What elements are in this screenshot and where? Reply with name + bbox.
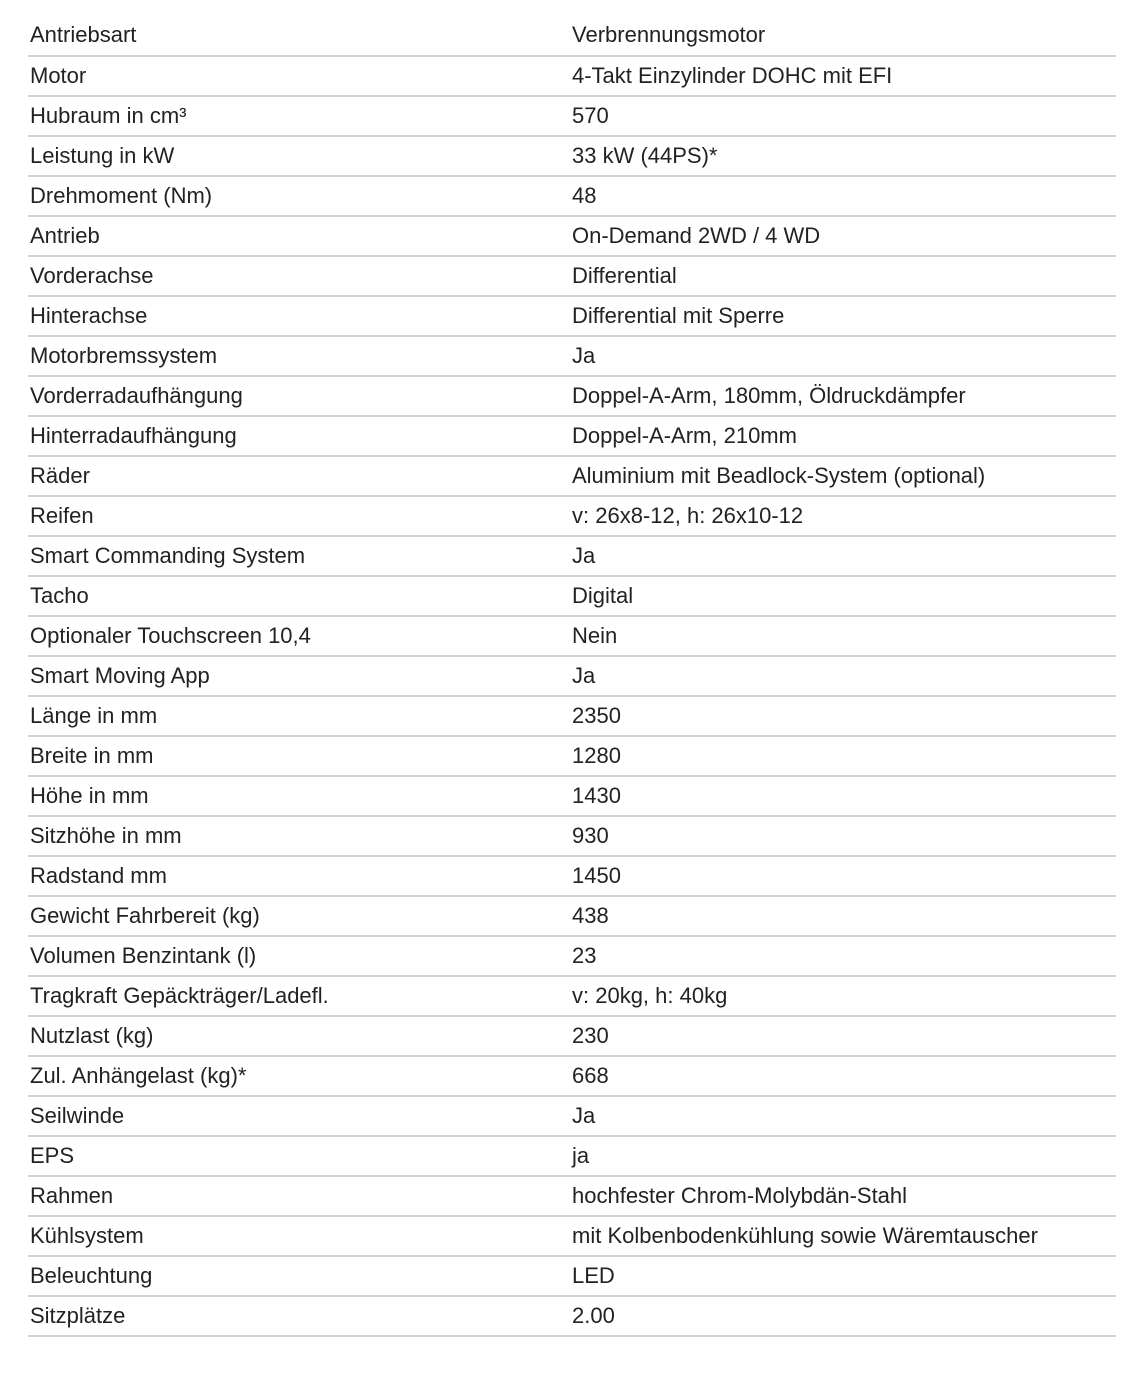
- spec-row: [28, 377, 1116, 417]
- spec-value: v: 20kg, h: 40kg: [572, 983, 728, 1008]
- spec-label: Vorderachse: [30, 263, 154, 288]
- spec-label: Rahmen: [30, 1183, 114, 1208]
- spec-label: Antrieb: [30, 223, 100, 248]
- spec-value: LED: [572, 1263, 615, 1288]
- spec-value: v: 26x8-12, h: 26x10-12: [572, 503, 804, 528]
- spec-row: [28, 257, 1116, 297]
- spec-row: [28, 217, 1116, 257]
- spec-row: [28, 537, 1116, 577]
- spec-label: Kühlsystem: [30, 1223, 144, 1248]
- spec-label: Beleuchtung: [30, 1263, 153, 1288]
- spec-label: Smart Commanding System: [30, 543, 306, 568]
- spec-label: Gewicht Fahrbereit (kg): [30, 903, 260, 928]
- spec-value: mit Kolbenbodenkühlung sowie Wäremtauscher: [572, 1223, 1038, 1248]
- spec-value: 48: [572, 183, 597, 208]
- spec-row: [28, 777, 1116, 817]
- spec-label: Motor: [30, 63, 87, 88]
- spec-label: Reifen: [30, 503, 94, 528]
- spec-label: Nutzlast (kg): [30, 1023, 154, 1048]
- spec-value: 1430: [572, 783, 621, 808]
- spec-value: Doppel-A-Arm, 210mm: [572, 423, 797, 448]
- spec-row: [28, 1257, 1116, 1297]
- spec-value: Differential: [572, 263, 677, 288]
- spec-row: [28, 337, 1116, 377]
- spec-label: Radstand mm: [30, 863, 167, 888]
- spec-value: 668: [572, 1063, 609, 1088]
- spec-value: 930: [572, 823, 609, 848]
- spec-label: Räder: [30, 463, 90, 488]
- spec-value: Ja: [572, 343, 596, 368]
- spec-label: Vorderradaufhängung: [30, 383, 243, 408]
- spec-value: 4-Takt Einzylinder DOHC mit EFI: [572, 63, 893, 88]
- spec-row: [28, 1177, 1116, 1217]
- spec-value: 438: [572, 903, 609, 928]
- spec-value: 1450: [572, 863, 621, 888]
- spec-label: Hinterachse: [30, 303, 148, 328]
- spec-label: Hubraum in cm³: [30, 103, 187, 128]
- spec-value: 23: [572, 943, 597, 968]
- spec-row: [28, 857, 1116, 897]
- spec-row: [28, 897, 1116, 937]
- spec-label: Optionaler Touchscreen 10,4: [30, 623, 311, 648]
- spec-value: 33 kW (44PS)*: [572, 143, 718, 168]
- spec-value: Ja: [572, 1103, 596, 1128]
- spec-row: [28, 977, 1116, 1017]
- spec-label: Höhe in mm: [30, 783, 149, 808]
- spec-row: [28, 137, 1116, 177]
- spec-label: Sitzhöhe in mm: [30, 823, 182, 848]
- spec-row: [28, 16, 1116, 57]
- spec-row: [28, 57, 1116, 97]
- spec-value: Aluminium mit Beadlock-System (optional): [572, 463, 986, 488]
- spec-value: 2.00: [572, 1303, 615, 1328]
- spec-row: [28, 937, 1116, 977]
- spec-row: [28, 1297, 1116, 1337]
- spec-label: Motorbremssystem: [30, 343, 218, 368]
- spec-value: Doppel-A-Arm, 180mm, Öldruckdämpfer: [572, 383, 966, 408]
- spec-row: [28, 817, 1116, 857]
- spec-row: [28, 297, 1116, 337]
- spec-value: Differential mit Sperre: [572, 303, 785, 328]
- spec-label: Sitzplätze: [30, 1303, 126, 1328]
- spec-row: [28, 1017, 1116, 1057]
- spec-value: 1280: [572, 743, 621, 768]
- spec-row: [28, 697, 1116, 737]
- spec-row: [28, 657, 1116, 697]
- spec-row: [28, 497, 1116, 537]
- spec-label: Tragkraft Gepäckträger/Ladefl.: [30, 983, 329, 1008]
- spec-label: Hinterradaufhängung: [30, 423, 237, 448]
- spec-row: [28, 1097, 1116, 1137]
- spec-row: [28, 577, 1116, 617]
- spec-row: [28, 1057, 1116, 1097]
- spec-row: [28, 417, 1116, 457]
- spec-row: [28, 457, 1116, 497]
- spec-row: [28, 737, 1116, 777]
- spec-label: EPS: [30, 1143, 75, 1168]
- spec-value: hochfester Chrom-Molybdän-Stahl: [572, 1183, 908, 1208]
- spec-label: Tacho: [30, 583, 89, 608]
- spec-value: 2350: [572, 703, 621, 728]
- spec-row: [28, 1137, 1116, 1177]
- spec-row: [28, 1217, 1116, 1257]
- spec-label: Antriebsart: [30, 22, 137, 47]
- spec-label: Leistung in kW: [30, 143, 175, 168]
- spec-row: [28, 97, 1116, 137]
- spec-label: Volumen Benzintank (l): [30, 943, 257, 968]
- spec-row: [28, 617, 1116, 657]
- spec-value: Digital: [572, 583, 634, 608]
- spec-label: Smart Moving App: [30, 663, 210, 688]
- spec-value: Nein: [572, 623, 618, 648]
- spec-label: Seilwinde: [30, 1103, 125, 1128]
- spec-label: Drehmoment (Nm): [30, 183, 213, 208]
- spec-value: ja: [572, 1143, 590, 1168]
- spec-label: Zul. Anhängelast (kg)*: [30, 1063, 247, 1088]
- spec-value: Ja: [572, 663, 596, 688]
- spec-value: On-Demand 2WD / 4 WD: [572, 223, 821, 248]
- spec-label: Länge in mm: [30, 703, 158, 728]
- spec-value: Verbrennungsmotor: [572, 22, 766, 47]
- spec-value: Ja: [572, 543, 596, 568]
- spec-value: 230: [572, 1023, 609, 1048]
- spec-label: Breite in mm: [30, 743, 154, 768]
- spec-value: 570: [572, 103, 609, 128]
- spec-row: [28, 177, 1116, 217]
- spec-table: [28, 16, 1116, 1337]
